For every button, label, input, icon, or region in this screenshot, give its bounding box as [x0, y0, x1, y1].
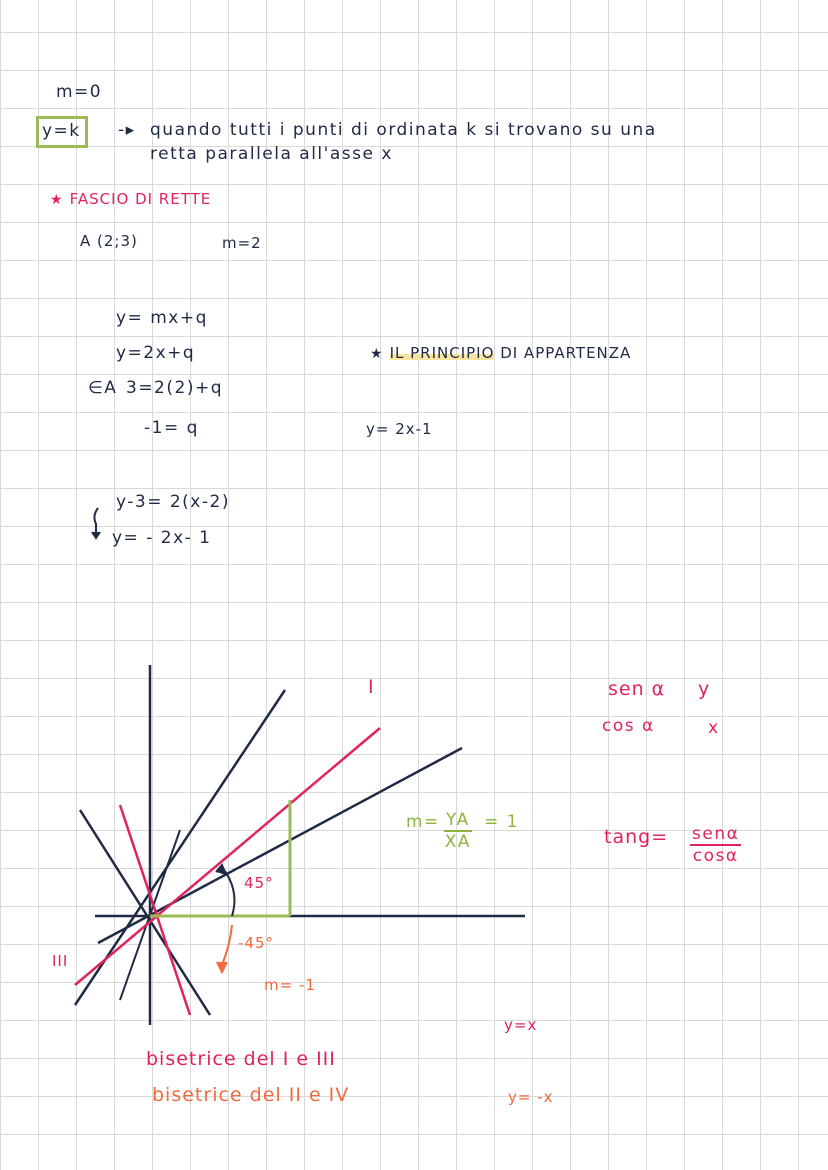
bisector-caption-2: bisetrice del II e IV [152, 1084, 350, 1106]
cosine-label: cos α [602, 716, 655, 736]
boxed-equation: y=k [42, 121, 81, 141]
heading-principio-part-1: IL PRINCIPIO [389, 344, 495, 362]
sine-label: sen α [608, 678, 666, 700]
star-icon: ★ [370, 346, 384, 362]
principio-result: y= 2x-1 [366, 420, 433, 438]
point-a: A (2;3) [80, 232, 138, 250]
tangent-label: tang= [604, 826, 669, 848]
equation-general: y= mx+q [116, 308, 208, 328]
shallow-line [98, 748, 462, 943]
explanation-line-2: retta parallela all'asse x [150, 144, 393, 164]
belongs-symbol: ∈A [88, 378, 118, 398]
quadrant-label-I: I [368, 676, 375, 698]
heading-principio [370, 346, 631, 361]
heading-fascio-text: FASCIO DI RETTE [69, 190, 212, 208]
tangent-numerator: senα [692, 824, 740, 844]
angle-arc-negative-arrow-icon [217, 962, 227, 972]
equation-result-left: y= - 2x- 1 [112, 528, 212, 548]
equation-point-slope: y-3= 2(x-2) [116, 492, 230, 512]
bisector-caption-1: bisetrice del I e III [146, 1048, 336, 1070]
equation-y-equals-x: y=x [504, 1016, 538, 1034]
cosine-variable: x [708, 718, 720, 738]
angle-label-positive: 45° [244, 874, 274, 892]
sine-variable: y [698, 678, 711, 700]
equation-point: 3=2(2)+q [126, 378, 223, 398]
slope-numerator: YA [446, 810, 470, 830]
equation-substituted: y=2x+q [116, 343, 196, 363]
slope-denominator: XA [444, 832, 471, 852]
brace-arrow-icon [88, 506, 108, 540]
star-icon: ★ [50, 192, 64, 208]
equation-y-equals-neg-x: y= -x [508, 1088, 554, 1106]
negative-line-a [80, 810, 210, 1015]
heading-principio-part-2: DI APPARTENZA [500, 344, 632, 362]
angle-arc-negative [222, 925, 232, 965]
slope-value: m=2 [222, 234, 262, 252]
slope-fraction [444, 812, 472, 851]
slope-negative: m= -1 [264, 976, 316, 994]
slope-formula-result: = 1 [484, 812, 519, 832]
tangent-fraction [690, 826, 741, 865]
bisector-line-II-IV [120, 805, 190, 1015]
quadrant-label-III: III [52, 952, 69, 970]
heading-fascio [50, 192, 211, 207]
bisector-diagram [0, 640, 828, 1140]
equation-q: -1= q [144, 418, 199, 438]
tangent-denominator: cosα [692, 846, 739, 866]
m-zero-text: m=0 [56, 82, 103, 102]
angle-label-negative: -45° [238, 934, 274, 952]
slope-formula-label: m= [406, 812, 440, 832]
explanation-line-1: quando tutti i punti di ordinata k si trovano su una [150, 120, 657, 140]
arrow-icon: -▸ [118, 120, 136, 140]
